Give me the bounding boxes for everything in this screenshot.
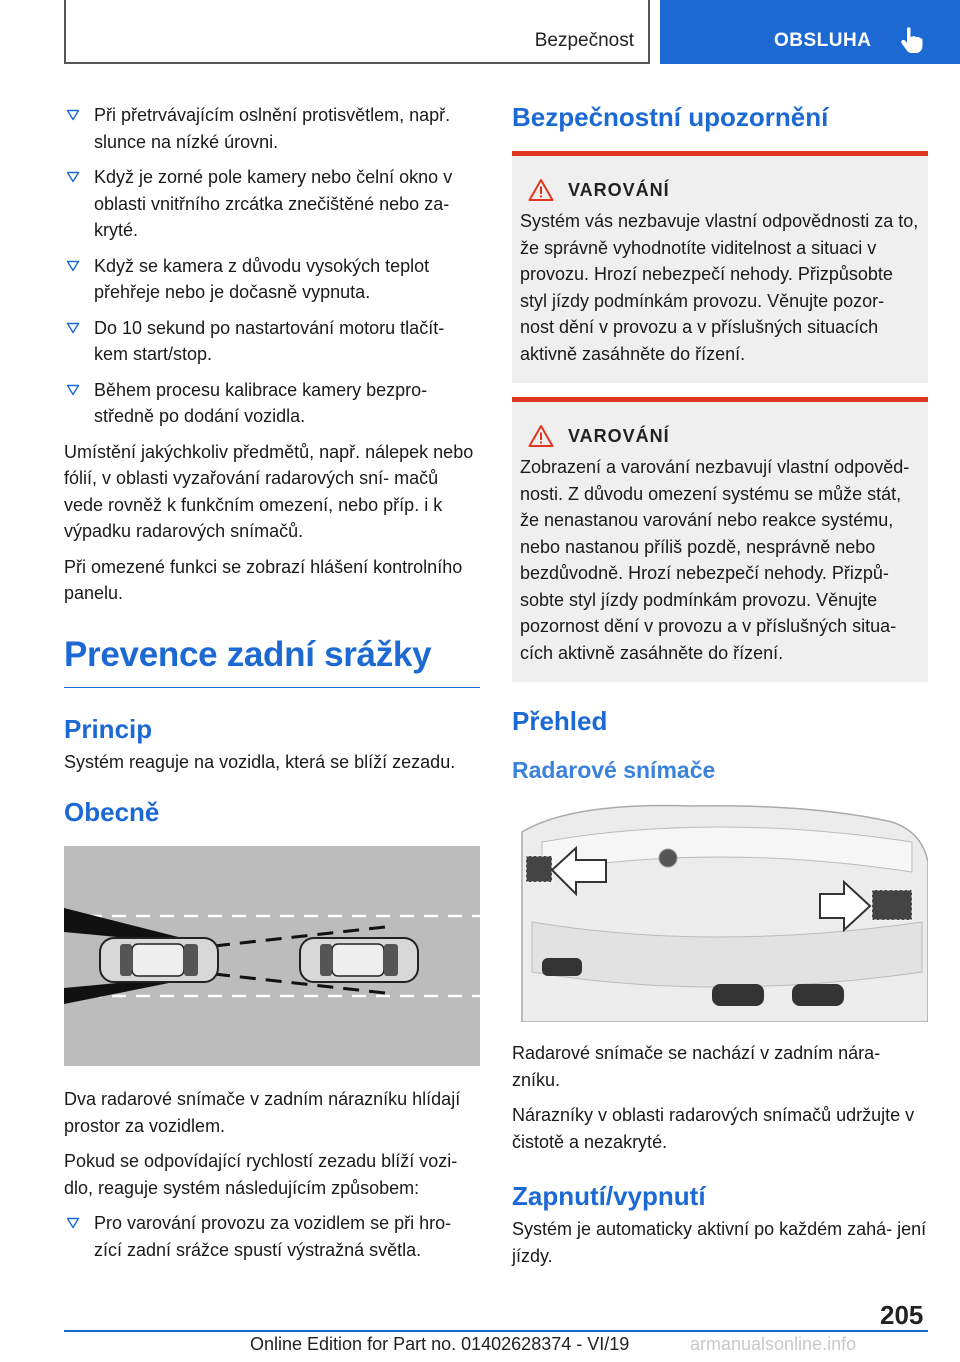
list-item-text: Do 10 sekund po nastartování motoru tlačít‐ kem start/stop. — [94, 317, 445, 364]
paragraph-keep-clean: Nárazníky v oblasti radarových snímačů udržujte v čistotě a nezakryté. — [512, 1105, 915, 1152]
warning-title-1: VAROVÁNÍ — [568, 179, 670, 200]
paragraph-stickers: Umístění jakýchkoliv předmětů, např. nálepek nebo fólií, v oblasti vyzařování radarových sní‐ mačů vede rovněž k funkčním omezení, nebo příp. i k výpadku radarových snímačů. — [64, 441, 474, 541]
bullet-triangle-icon — [66, 260, 80, 272]
bullet-triangle-icon — [66, 171, 80, 183]
list-item — [64, 253, 480, 306]
warning-triangle-icon — [528, 424, 554, 448]
list-item-text: Během procesu kalibrace kamery bezpro‐ středně po dodání vozidla. — [94, 379, 428, 426]
paragraph-two-sensors: Dva radarové snímače v zadním nárazníku hlídají prostor za vozidlem. — [64, 1089, 461, 1136]
list-item-text: Při přetrvávajícím oslnění protisvětlem, např. slunce na nízké úrovni. — [94, 105, 451, 152]
bullet-triangle-icon — [66, 322, 80, 334]
paragraph-principle: Systém reaguje na vozidla, která se blíží zezadu. — [64, 751, 456, 772]
header-bar — [64, 0, 650, 64]
list-item — [64, 377, 480, 430]
bullet-list-bottom — [64, 1210, 480, 1263]
warning-text-1: Systém vás nezbavuje vlastní odpovědnosti za to, že správně vyhodnotíte viditelnost a situaci v provozu. Hrozí nebezpečí nehody. Přizpůsobte styl jízdy podmínkám provozu. Věnujte pozor‐ nost dění v provozu a v příslušných situacích aktivně zasáhněte do řízení. — [520, 211, 919, 364]
paragraph-limited-function: Při omezené funkci se zobrazí hlášení kontrolního panelu. — [64, 556, 463, 603]
page-number: 205 — [880, 1300, 924, 1330]
footer-divider — [64, 1330, 928, 1332]
heading-radar-sensors: Radarové snímače — [512, 757, 716, 783]
list-item — [64, 1210, 480, 1263]
list-item-text: Když se kamera z důvodu vysokých teplot přehřeje nebo je dočasně vypnuta. — [94, 255, 430, 302]
footer-brand-watermark: armanualsonline.info — [690, 1334, 857, 1354]
heading-principle: Princip — [64, 713, 153, 744]
header-section-title: Bezpečnost — [534, 30, 634, 51]
paragraph-sensor-location: Radarové snímače se nachází v zadním nára‐ zníku. — [512, 1043, 881, 1090]
paragraph-on-off: Systém je automaticky aktivní po každém zahá‐ jení jízdy. — [512, 1219, 927, 1266]
list-item — [64, 102, 480, 155]
heading-on-off: Zapnutí/vypnutí — [512, 1181, 706, 1211]
bullet-triangle-icon — [66, 384, 80, 396]
road-diagram-image — [64, 846, 480, 1066]
list-item-text: Když je zorné pole kamery nebo čelní okno v oblasti vnitřního zrcátka znečištěné nebo za‐ kryté. — [94, 167, 453, 240]
footer-edition: Online Edition for Part no. 01402628374 - VI/19 — [250, 1334, 630, 1354]
list-item — [64, 164, 480, 244]
list-item-text: Pro varování provozu za vozidlem se při hro‐ zící zadní srážce spustí výstražná světla. — [94, 1213, 452, 1260]
header-tab-obsluha[interactable] — [660, 0, 960, 64]
bullet-triangle-icon — [66, 1217, 80, 1229]
bullet-triangle-icon — [66, 109, 80, 121]
warning-box-2 — [512, 397, 928, 682]
right-column — [512, 102, 928, 1278]
left-column — [64, 102, 480, 1272]
car-rear-sensors-image — [512, 802, 928, 1022]
warning-triangle-icon — [528, 178, 554, 202]
paragraph-approach: Pokud se odpovídající rychlostí zezadu blíží vozi‐ dlo, reaguje systém následujícím způsobem: — [64, 1151, 458, 1198]
warning-text-2: Zobrazení a varování nezbavují vlastní odpověd‐ nosti. Z důvodu omezení systému se může stát, že nenastanou varování nebo reakce systému, nebo nastanou příliš pozdě, nesprávně nebo bezdůvodně. Hrozí nebezpečí nehody. Přizpů‐ sobte styl jízdy podmínkám provozu. Věnujte pozornost dění v provozu a v příslušných situa‐ cích aktivně zasáhněte do řízení. — [520, 457, 910, 663]
hand-pointer-icon — [898, 26, 924, 54]
header-tab-label: OBSLUHA — [774, 30, 872, 51]
heading-general: Obecně — [64, 797, 160, 827]
heading-safety: Bezpečnostní upozornění — [512, 102, 829, 132]
bullet-list-top — [64, 102, 480, 430]
list-item — [64, 315, 480, 368]
warning-box-1 — [512, 151, 928, 383]
heading-overview: Přehled — [512, 706, 608, 736]
warning-title-2: VAROVÁNÍ — [568, 425, 670, 446]
page-title: Prevence zadní srážky — [64, 635, 480, 688]
